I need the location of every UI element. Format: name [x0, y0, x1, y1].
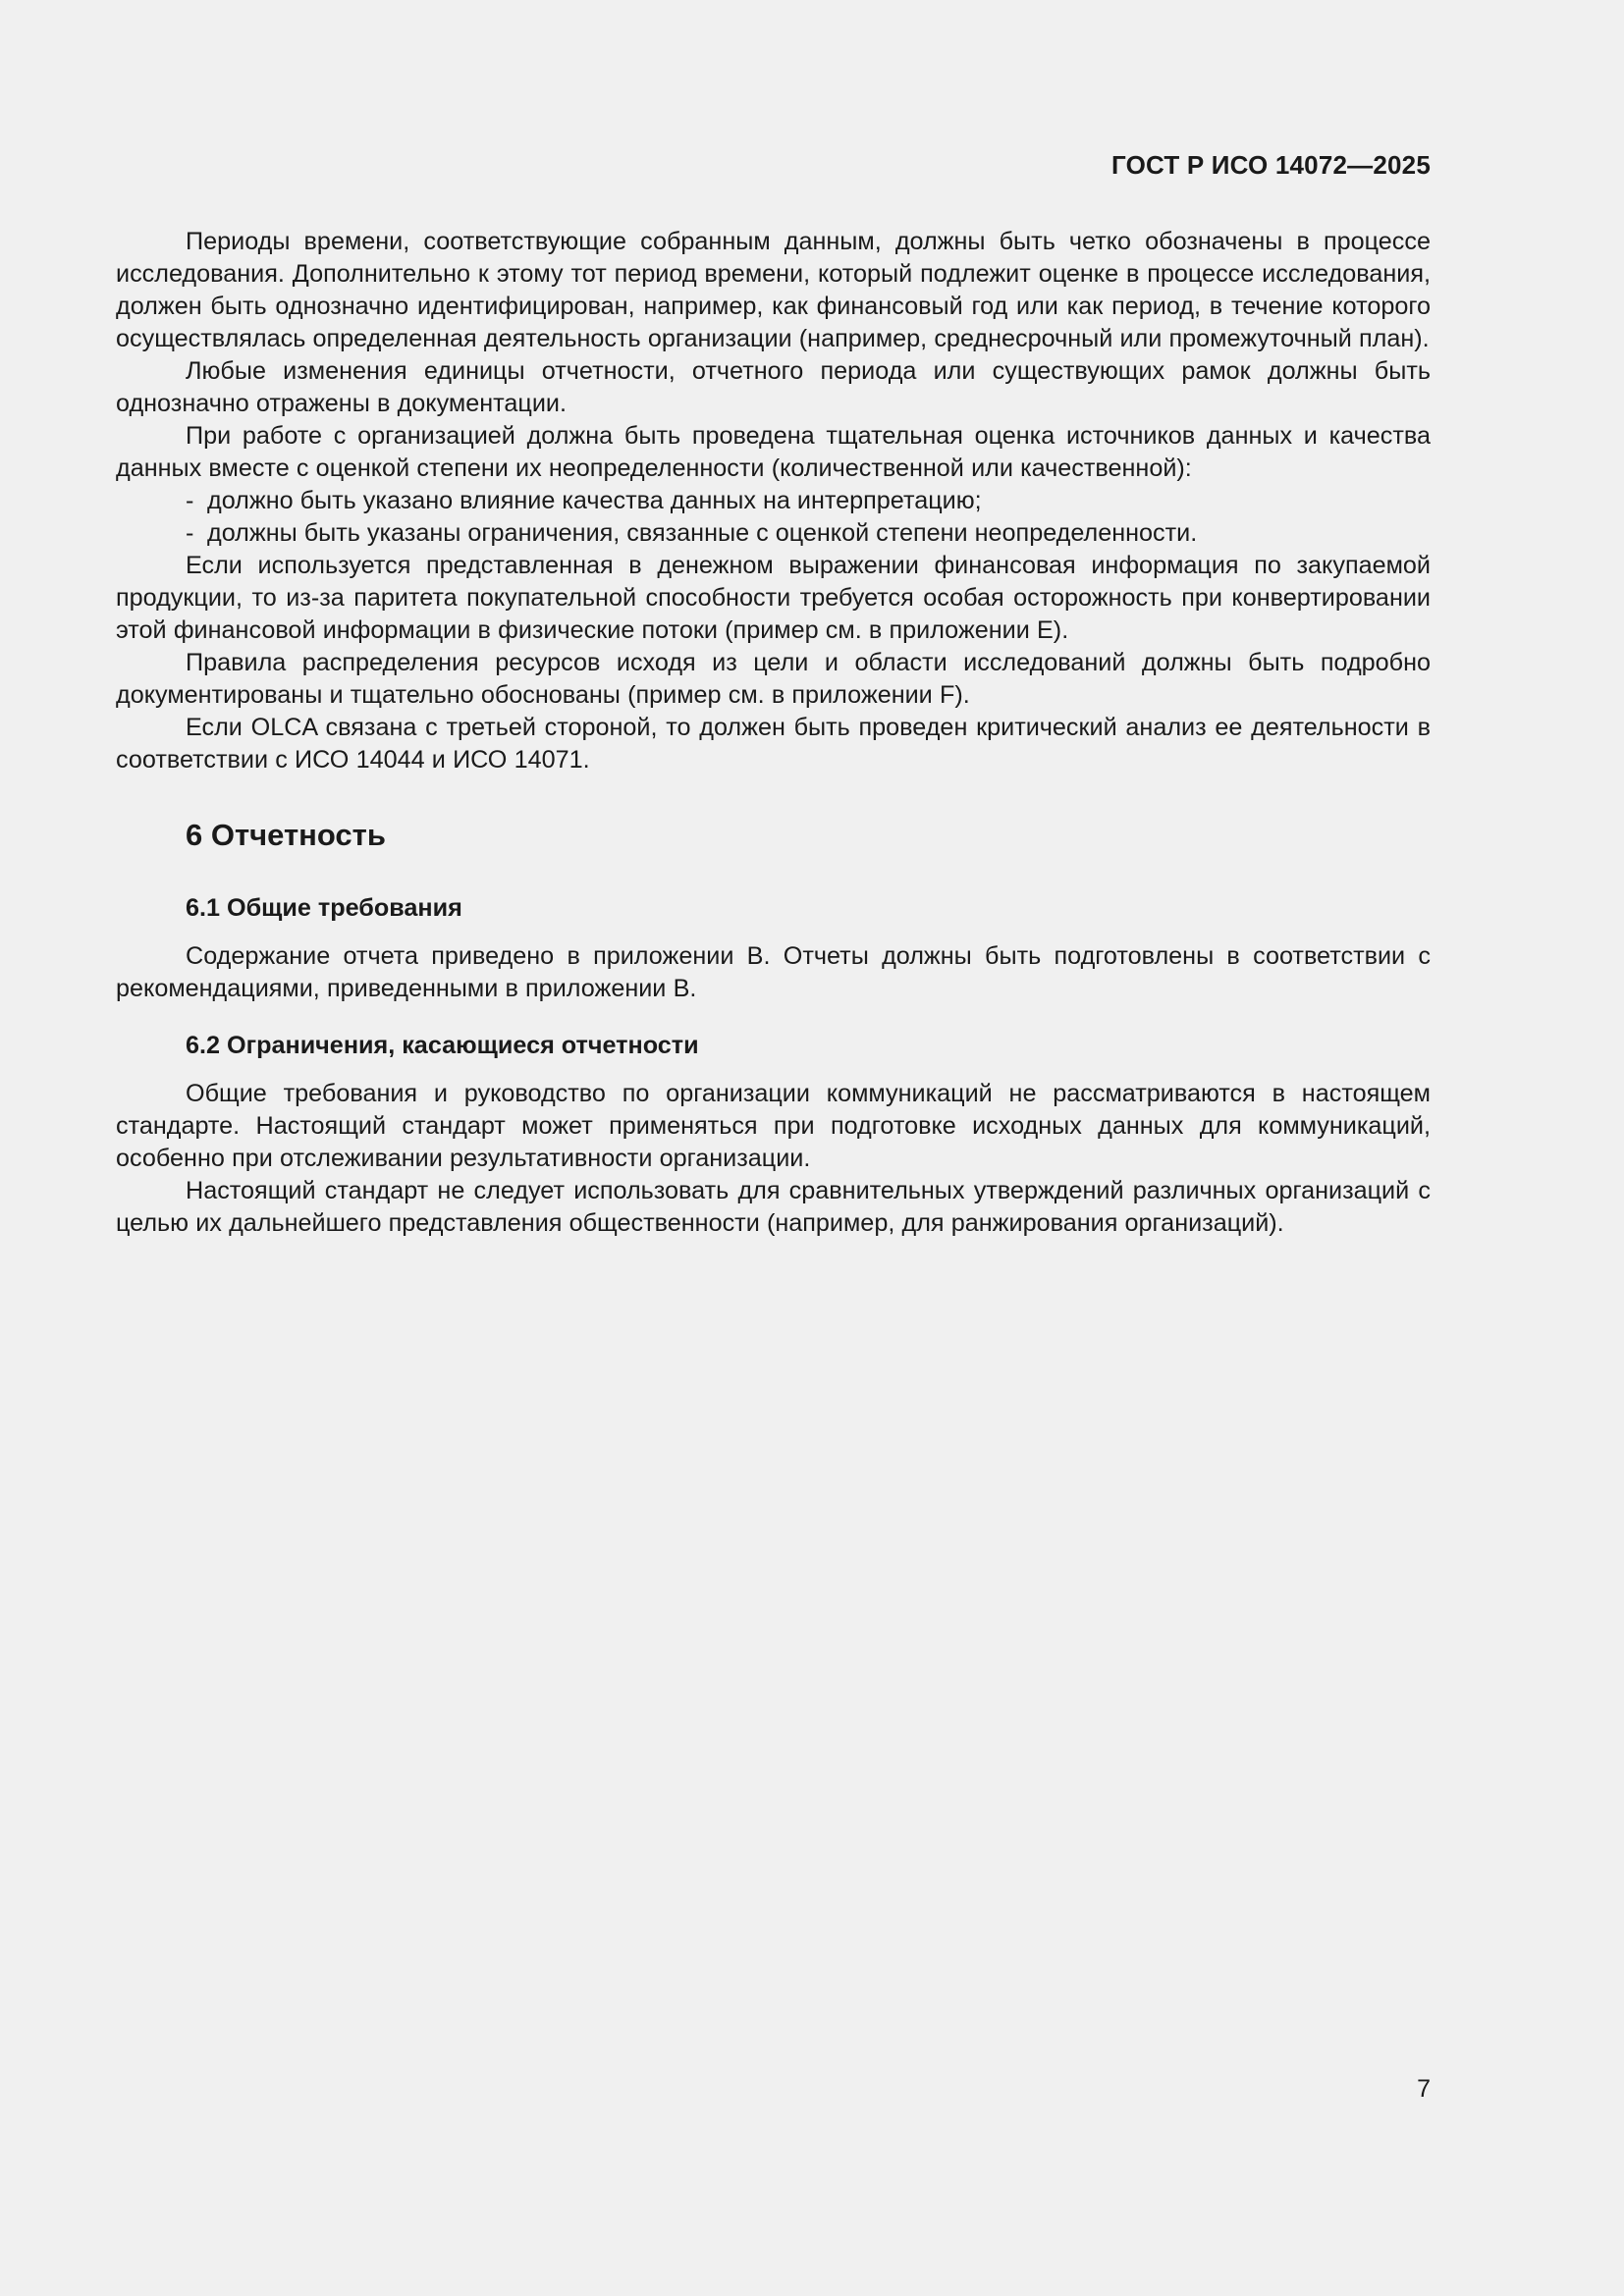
list-item-text: должны быть указаны ограничения, связанные с оценкой степени неопределенности. [207, 519, 1198, 547]
section-heading-reporting: 6 Отчетность [186, 818, 386, 852]
subsection-heading-reporting-limitations: 6.2 Ограничения, касающиеся отчетности [186, 1032, 699, 1059]
paragraph-report-content: Содержание отчета приведено в приложении B. Отчеты должны быть подготовлены в соответствии с рекомендациями, приведенными в приложении B. [116, 942, 1431, 1002]
list-item [116, 485, 1431, 517]
paragraph-comparative-assertions: Настоящий стандарт не следует использовать для сравнительных утверждений различных организаций с целью их дальнейшего представления общественности (например, для ранжирования организаций). [116, 1177, 1431, 1237]
paragraph-data-quality: При работе с организацией должна быть проведена тщательная оценка источников данных и качества данных вместе с оценкой степени их неопределенности (количественной или качественной): [116, 422, 1431, 482]
list-item [116, 517, 1431, 550]
paragraph-monetary-info: Если используется представленная в денежном выражении финансовая информация по закупаемой продукции, то из-за паритета покупательной способности требуется особая осторожность при конвертировании этой финансовой информации в физические потоки (пример см. в приложении E). [116, 552, 1431, 644]
page-number: 7 [1417, 2075, 1431, 2103]
paragraph-time-periods: Периоды времени, соответствующие собранным данным, должны быть четко обозначены в процессе исследования. Дополнительно к этому тот период времени, который подлежит оценке в процессе исследования, должен быть однозначно идентифицирован, например, как финансовый год или как период, в течение которого осуществлялась определенная деятельность организации (например, среднесрочный или промежуточный план). [116, 228, 1431, 352]
bullet-dash: - [186, 487, 194, 514]
paragraph-allocation-rules: Правила распределения ресурсов исходя из цели и области исследований должны быть подробно документированы и тщательно обоснованы (пример см. в приложении F). [116, 649, 1431, 709]
subsection-heading-general-requirements: 6.1 Общие требования [186, 894, 462, 922]
page-body [116, 226, 1431, 1240]
list-item-text: должно быть указано влияние качества данных на интерпретацию; [207, 487, 982, 514]
paragraph-reporting-changes: Любые изменения единицы отчетности, отчетного периода или существующих рамок должны быть однозначно отражены в документации. [116, 357, 1431, 417]
document-id-header: ГОСТ Р ИСО 14072—2025 [1110, 150, 1431, 180]
bullet-dash: - [186, 519, 194, 547]
paragraph-critical-review: Если OLCA связана с третьей стороной, то должен быть проведен критический анализ ее деятельности в соответствии с ИСО 14044 и ИСО 14071. [116, 714, 1431, 774]
paragraph-communications: Общие требования и руководство по организации коммуникаций не рассматриваются в настоящем стандарте. Настоящий стандарт может применяться при подготовке исходных данных для коммуникаций, особенно при отслеживании результативности организации. [116, 1080, 1431, 1172]
